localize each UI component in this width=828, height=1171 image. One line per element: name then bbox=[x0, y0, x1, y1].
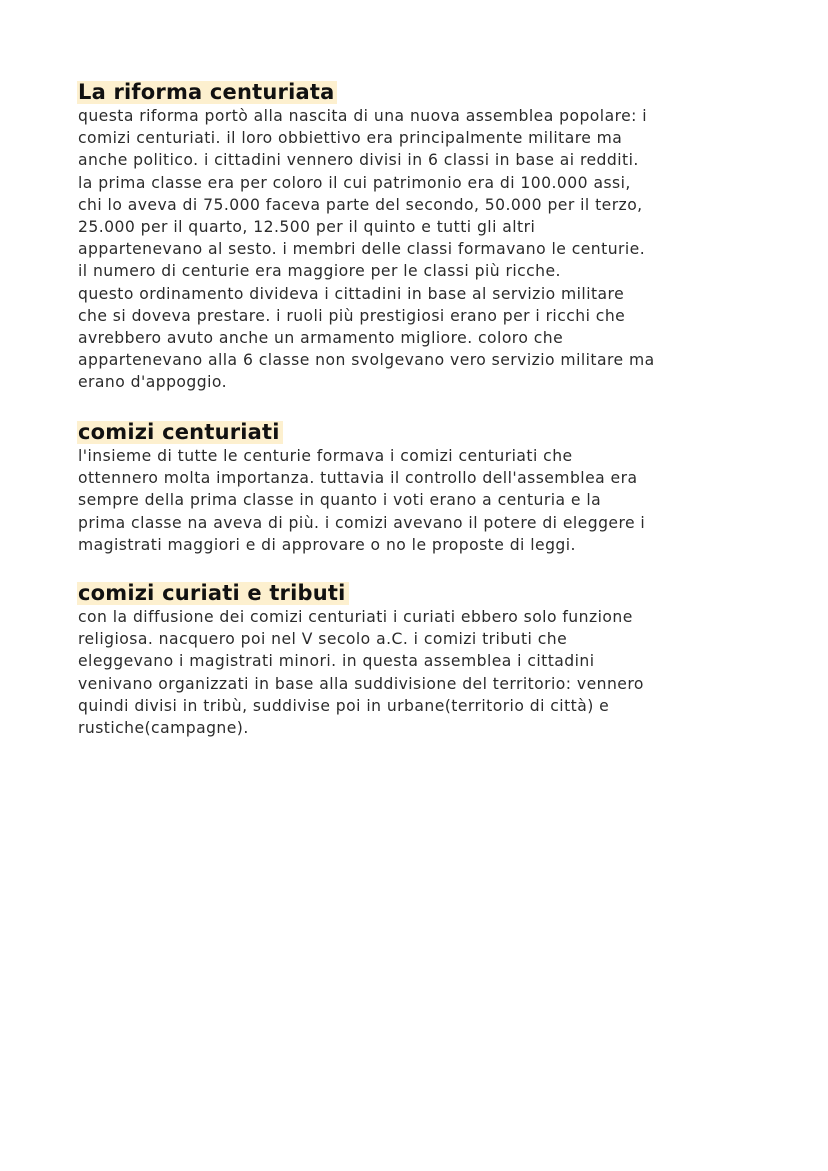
text-line: chi lo aveva di 75.000 faceva parte del secondo, 50.000 per il terzo, bbox=[78, 195, 643, 214]
text-line: ottennero molta importanza. tuttavia il controllo dell'assemblea era bbox=[78, 469, 638, 488]
text-line: venivano organizzati in base alla suddivisione del territorio: vennero bbox=[78, 674, 644, 693]
section-comizi-curiati-e-tributi bbox=[78, 580, 768, 739]
text-line: appartenevano alla 6 classe non svolgevano vero servizio militare ma bbox=[78, 351, 655, 370]
section-body bbox=[78, 445, 768, 556]
text-line: con la diffusione dei comizi centuriati i curiati ebbero solo funzione bbox=[78, 608, 633, 626]
text-line: sempre della prima classe in quanto i voti erano a centuria e la bbox=[78, 491, 602, 510]
text-line: la prima classe era per coloro il cui patrimonio era di 100.000 assi, bbox=[78, 173, 631, 192]
text-line: prima classe na aveva di più. i comizi avevano il potere di eleggere i bbox=[78, 513, 646, 532]
section-body bbox=[78, 105, 768, 394]
text-line: avrebbero avuto anche un armamento migliore. coloro che bbox=[78, 329, 564, 348]
text-line: il numero di centurie era maggiore per le classi più ricche. bbox=[78, 262, 561, 281]
section-comizi-centuriati bbox=[78, 419, 768, 556]
text-line: erano d'appoggio. bbox=[78, 373, 228, 392]
text-line: religiosa. nacquero poi nel V secolo a.C. i comizi tributi che bbox=[78, 630, 568, 649]
text-line: quindi divisi in tribù, suddivise poi in urbane(territorio di città) e bbox=[78, 696, 610, 715]
text-line: appartenevano al sesto. i membri delle classi formavano le centurie. bbox=[78, 240, 646, 259]
text-line: questa riforma portò alla nascita di una nuova assemblea popolare: i bbox=[78, 107, 648, 125]
section-heading: comizi curiati e tributi bbox=[77, 580, 349, 606]
text-line: questo ordinamento divideva i cittadini in base al servizio militare bbox=[78, 284, 625, 303]
text-line: eleggevano i magistrati minori. in questa assemblea i cittadini bbox=[78, 652, 595, 671]
section-heading: comizi centuriati bbox=[77, 419, 283, 445]
text-line: magistrati maggiori e di approvare o no le proposte di leggi. bbox=[78, 535, 576, 554]
text-line: rustiche(campagne). bbox=[78, 719, 249, 738]
text-line: l'insieme di tutte le centurie formava i comizi centuriati che bbox=[78, 447, 573, 465]
text-line: 25.000 per il quarto, 12.500 per il quinto e tutti gli altri bbox=[78, 218, 536, 237]
text-line: anche politico. i cittadini vennero divisi in 6 classi in base ai redditi. bbox=[78, 151, 639, 170]
section-riforma-centuriata bbox=[78, 79, 768, 394]
section-body bbox=[78, 606, 768, 739]
text-line: che si doveva prestare. i ruoli più prestigiosi erano per i ricchi che bbox=[78, 306, 626, 325]
text-line: comizi centuriati. il loro obbiettivo era principalmente militare ma bbox=[78, 129, 623, 148]
section-heading: La riforma centuriata bbox=[77, 79, 337, 105]
